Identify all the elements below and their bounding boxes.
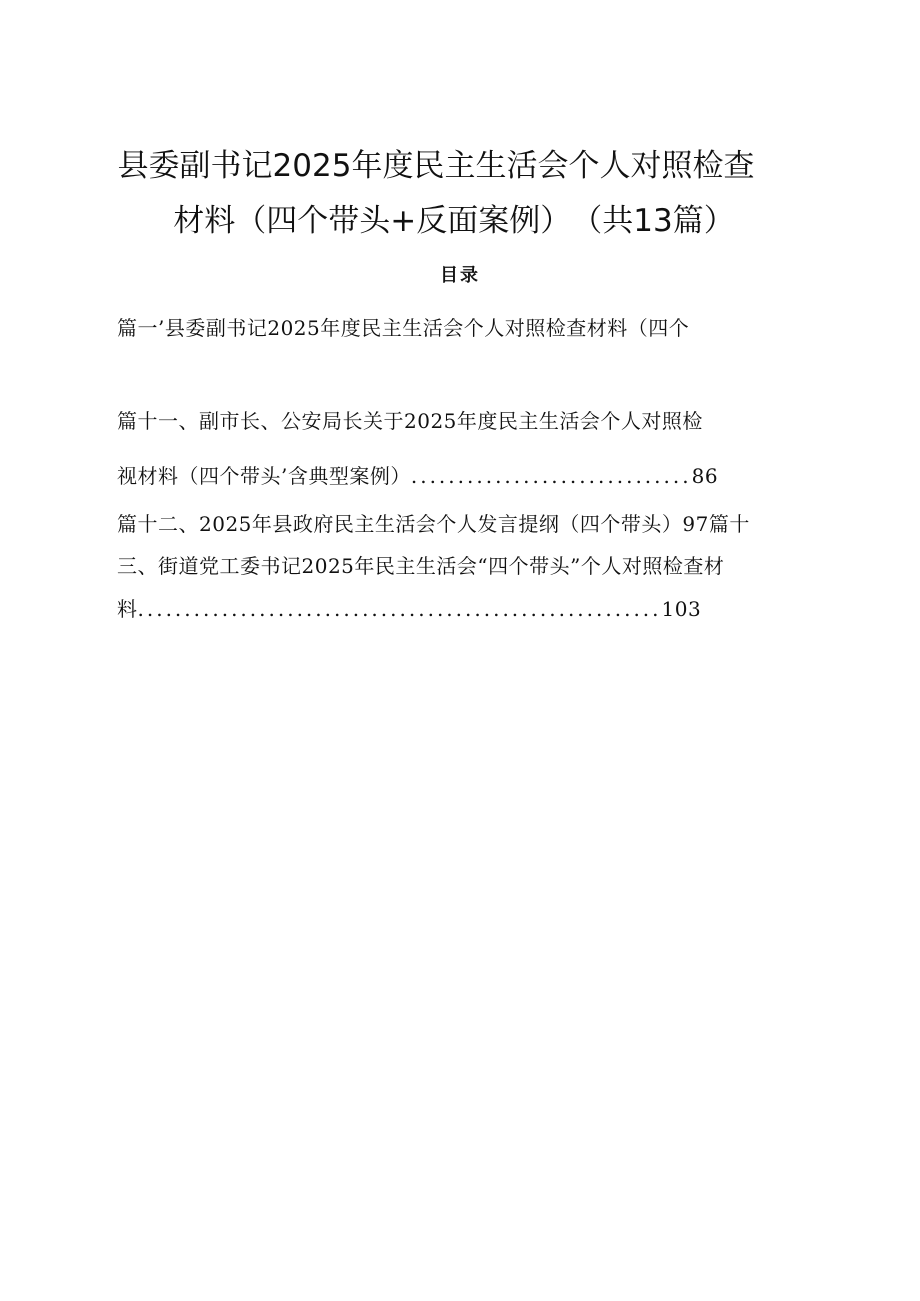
toc-page-number: 103	[661, 597, 702, 621]
document-title-line-2: 材料（四个带头+反面案例） （共13篇）	[173, 203, 735, 239]
toc-entry[interactable]	[117, 550, 817, 579]
toc-entry-text: 三、街道党工委书记2025年民主生活会“四个带头”个人对照检查材	[117, 554, 725, 578]
toc-entry-text: 视材料（四个带头’含典型案例）	[117, 464, 411, 488]
toc-entry-text: 篇十二、2025年县政府民主生活会个人发言提纲（四个带头）97篇十	[117, 512, 750, 536]
document-title-line-1: 县委副书记2025年度民主生活会个人对照检查	[117, 148, 755, 184]
toc-entry-text: 料	[117, 597, 138, 621]
toc-entry[interactable]	[117, 312, 817, 341]
toc-entry-text: 篇一’县委副书记2025年度民主生活会个人对照检查材料（四个	[117, 316, 690, 340]
toc-page-number: 86	[691, 464, 719, 488]
toc-leader-dots: ..............................	[410, 464, 692, 488]
toc-entry[interactable]	[117, 405, 817, 434]
toc-leader-dots: ........................................................	[137, 597, 662, 621]
toc-heading: 目录	[440, 265, 480, 286]
toc-entry[interactable]	[117, 593, 817, 622]
toc-entry[interactable]	[117, 508, 817, 537]
toc-entry[interactable]	[117, 460, 817, 489]
toc-entry-text: 篇十一、副市长、公安局长关于2025年度民主生活会个人对照检	[117, 409, 703, 433]
